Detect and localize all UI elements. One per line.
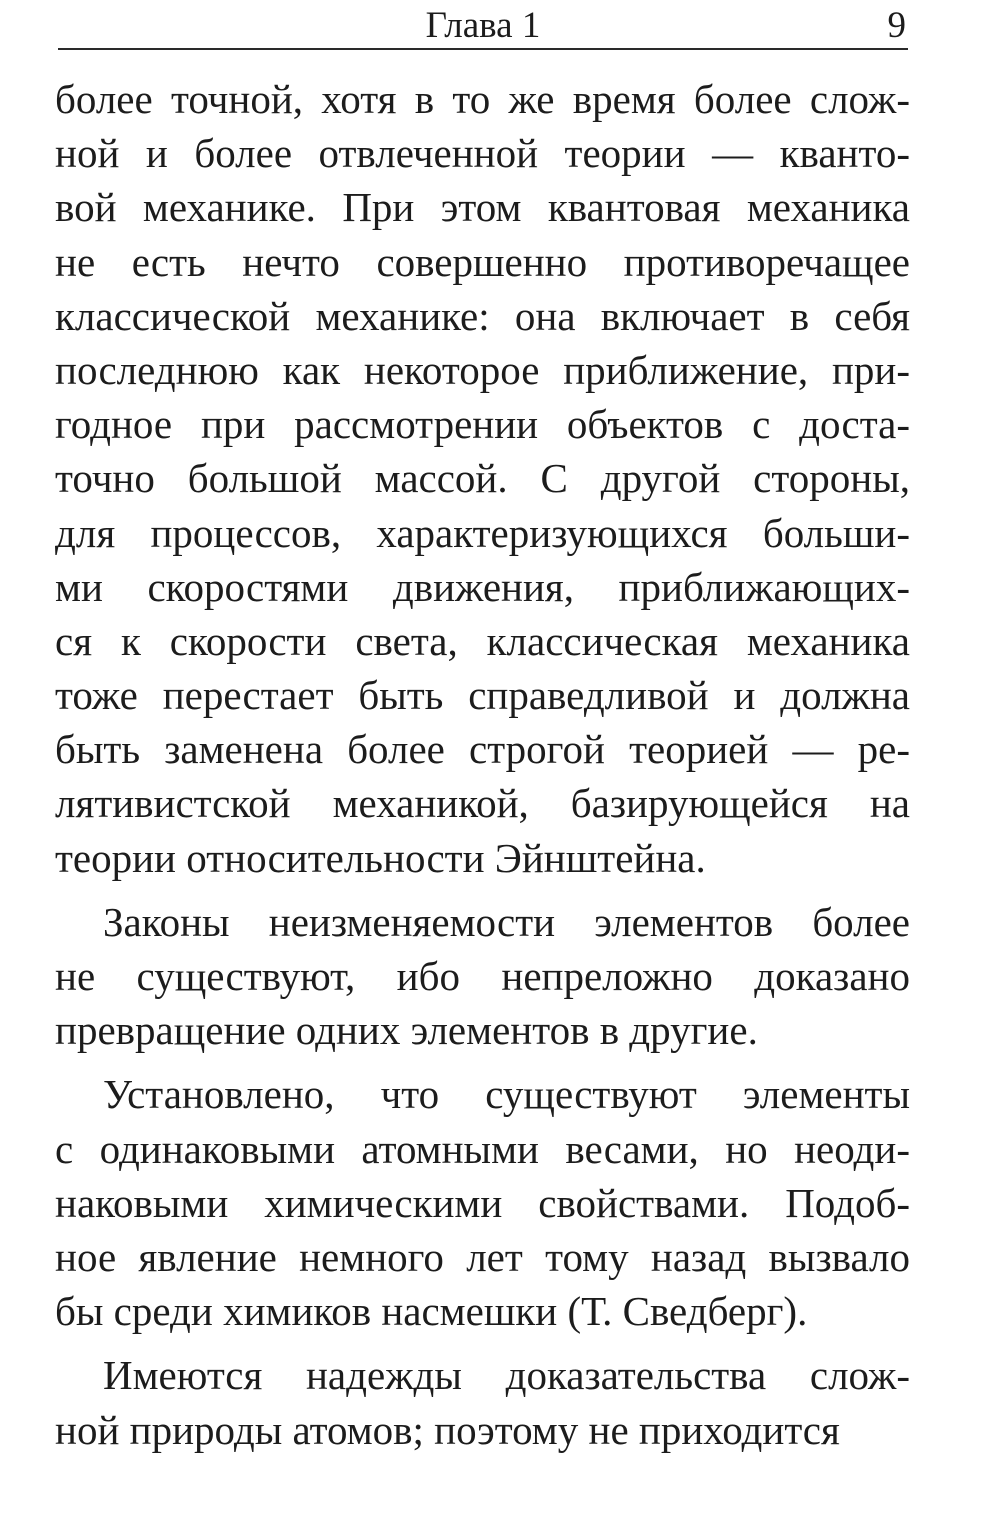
text-line: Законы неизменяемости элементов более <box>103 898 910 945</box>
text-line: ся к скорости света, классическая механика <box>55 617 910 664</box>
text-line: точно большой массой. С другой стороны, <box>55 455 910 502</box>
text-line: более точной, хотя в то же время более слож- <box>55 76 910 122</box>
text-line: Установлено, что существуют элементы <box>103 1071 910 1118</box>
paragraph <box>55 72 910 885</box>
text-line: ное явление немного лет тому назад вызвало <box>55 1233 910 1280</box>
text-line: последнюю как некоторое приближение, при- <box>55 346 910 393</box>
text-line: ной природы атомов; поэтому не приходится <box>55 1406 840 1453</box>
text-line: лятивистской механикой, базирующейся на <box>55 780 910 827</box>
paragraph <box>55 1348 910 1456</box>
paragraph-gap <box>55 885 910 895</box>
text-line: ной и более отвлеченной теории — кванто- <box>55 130 910 177</box>
paragraph <box>55 1067 910 1338</box>
text-line: с одинаковыми атомными весами, но неоди- <box>55 1125 910 1172</box>
header-rule <box>58 48 908 50</box>
chapter-title: Глава 1 <box>425 5 541 46</box>
text-line: быть заменена более строгой теорией — ре- <box>55 726 910 773</box>
text-line: теории относительности Эйнштейна. <box>55 834 706 881</box>
running-head <box>58 4 908 48</box>
text-line: превращение одних элементов в другие. <box>55 1007 758 1054</box>
page-number: 9 <box>887 5 906 46</box>
text-line: ми скоростями движения, приближающих- <box>55 563 910 610</box>
text-line: наковыми химическими свойствами. Подоб- <box>55 1179 910 1226</box>
text-line: тоже перестает быть справедливой и должна <box>55 672 910 719</box>
text-line: классической механике: она включает в себя <box>55 292 910 339</box>
text-line: вой механике. При этом квантовая механика <box>55 184 910 231</box>
text-line: не существуют, ибо непреложно доказано <box>55 953 910 999</box>
paragraph-gap <box>55 1057 910 1067</box>
text-line: годное при рассмотрении объектов с доста- <box>55 401 910 448</box>
text-line: бы среди химиков насмешки (Т. Сведберг). <box>55 1288 808 1335</box>
paragraph <box>55 895 910 1058</box>
page-body <box>55 72 910 1457</box>
text-line: Имеются надежды доказательства слож- <box>103 1352 910 1399</box>
text-line: не есть нечто совершенно противоречащее <box>55 238 910 285</box>
paragraph-gap <box>55 1338 910 1348</box>
text-line: для процессов, характеризующихся больши- <box>55 509 910 556</box>
